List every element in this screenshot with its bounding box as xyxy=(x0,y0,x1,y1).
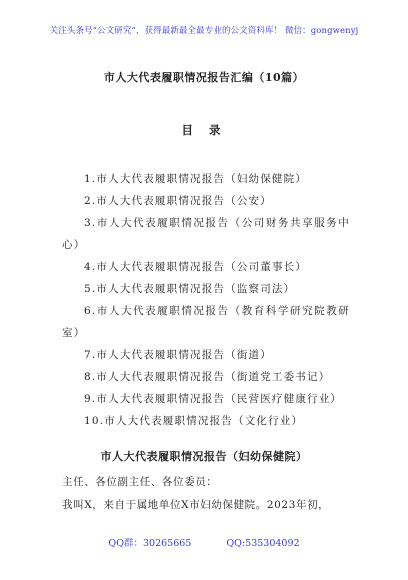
toc-item[interactable]: 9.市人大代表履职情况报告（民营医疗健康行业） xyxy=(84,393,343,405)
toc-item[interactable]: 10.市人大代表履职情况报告（文化行业） xyxy=(84,415,304,427)
toc-item[interactable]: 5.市人大代表履职情况报告（监察司法） xyxy=(84,283,296,295)
salutation: 主任、各位副主任、各位委员： xyxy=(62,476,218,488)
document-title: 市人大代表履职情况报告汇编（10篇） xyxy=(103,71,305,84)
footer-contact xyxy=(0,535,408,549)
qq-text: QQ:535304092 xyxy=(226,538,300,549)
section-title: 市人大代表履职情况报告（妇幼保健院） xyxy=(100,450,308,463)
toc-item[interactable]: 7.市人大代表履职情况报告（街道） xyxy=(84,349,272,361)
toc-item[interactable]: 6.市人大代表履职情况报告（教育科学研究院教研室） xyxy=(62,305,350,339)
toc-heading: 目 录 xyxy=(181,123,227,137)
body-paragraph: 我叫X，来自于属地单位X市妇幼保健院。2023年初， xyxy=(62,499,330,511)
table-of-contents xyxy=(62,168,350,432)
qq-group-text: QQ群：30265665 xyxy=(108,538,192,549)
header-notice: 关注头条号“公文研究”，获得最新最全最专业的公文资料库！ 微信：gongwenyj xyxy=(49,26,359,36)
toc-item[interactable]: 1.市人大代表履职情况报告（妇幼保健院） xyxy=(84,173,308,185)
toc-item[interactable]: 3.市人大代表履职情况报告（公司财务共享服务中心） xyxy=(62,217,350,251)
toc-item[interactable]: 2.市人大代表履职情况报告（公安） xyxy=(84,195,272,207)
toc-item[interactable]: 4.市人大代表履职情况报告（公司董事长） xyxy=(84,261,308,273)
toc-item[interactable]: 8.市人大代表履职情况报告（街道党工委书记） xyxy=(84,371,331,383)
